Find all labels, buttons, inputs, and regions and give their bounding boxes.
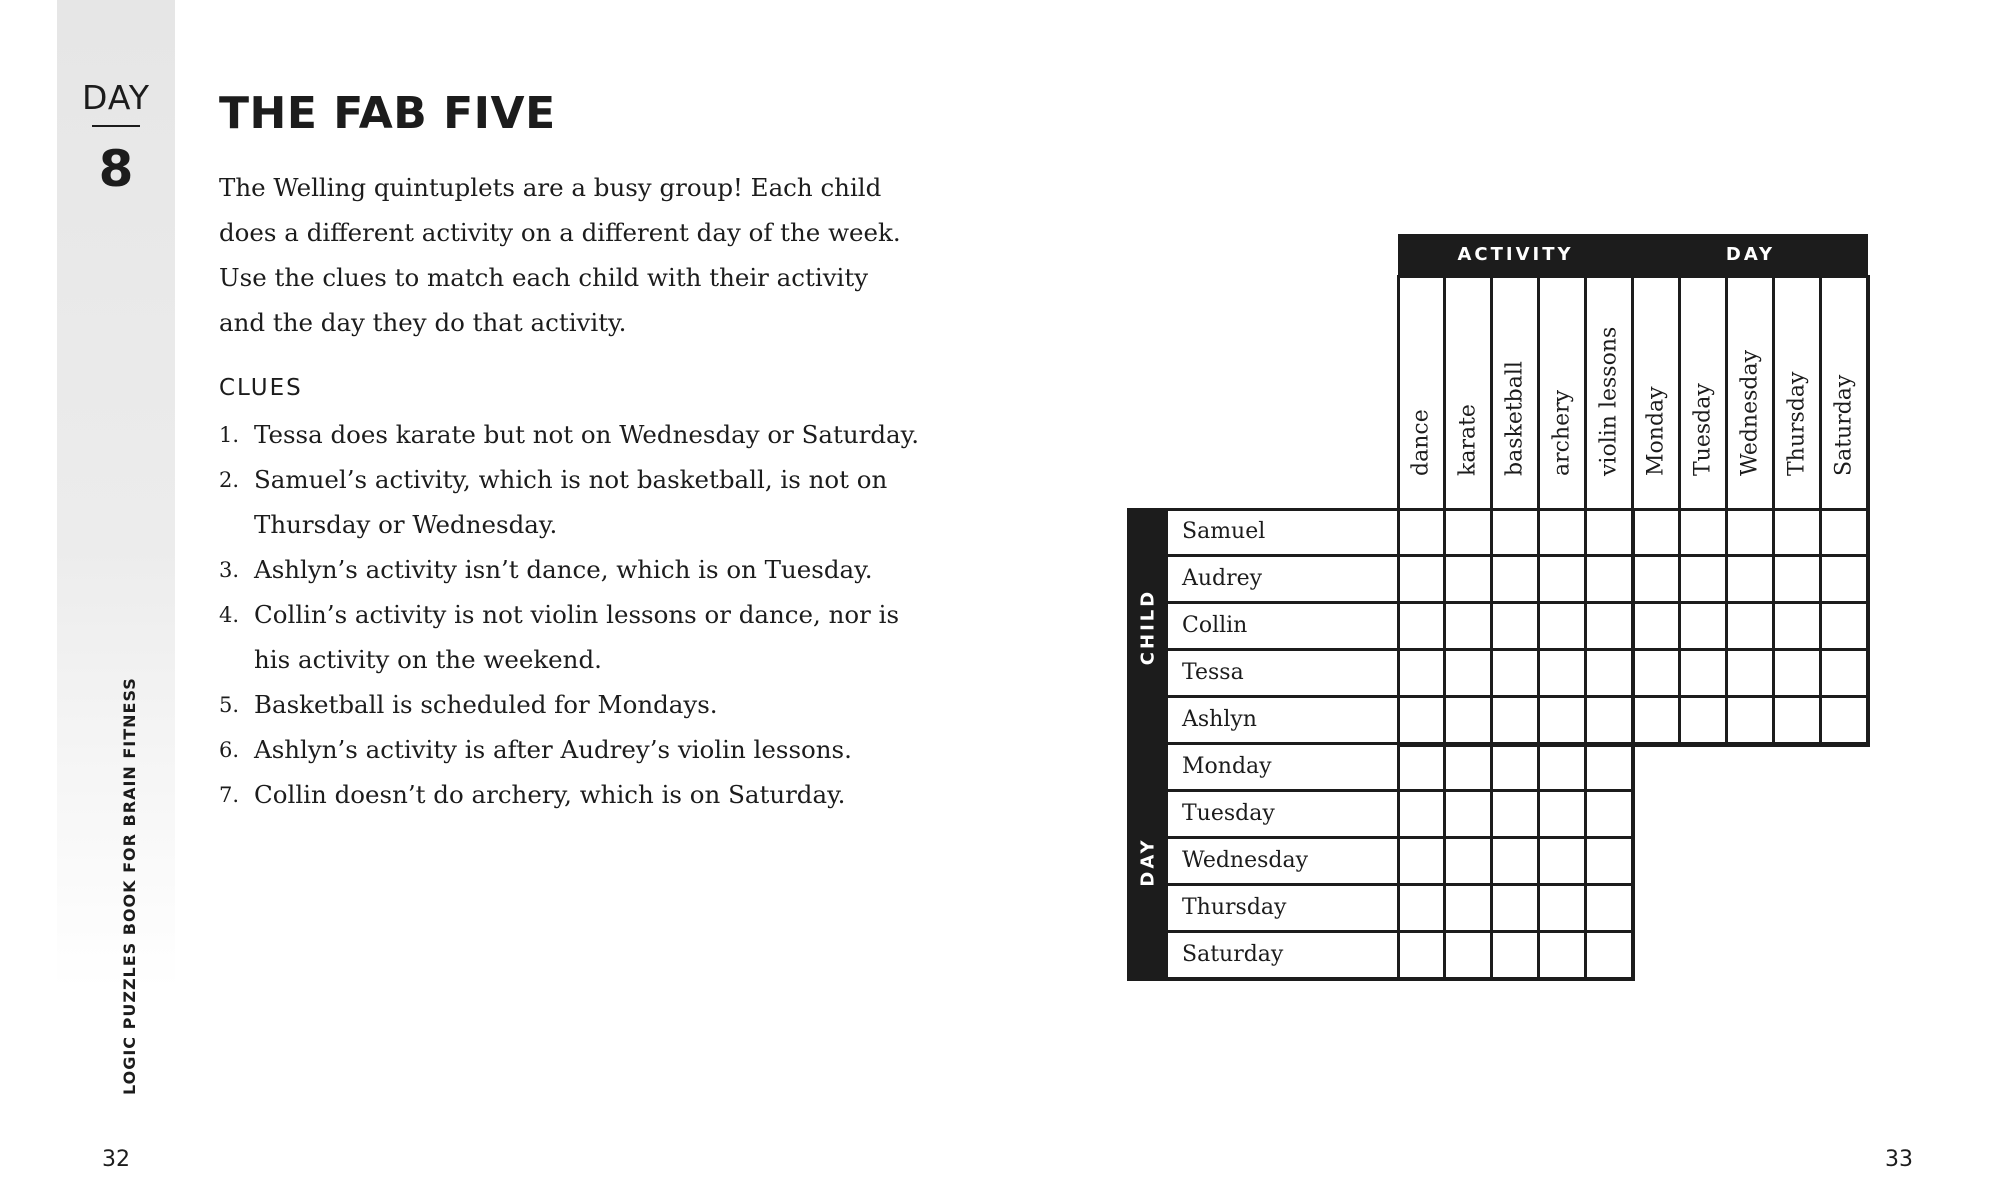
day-label: DAY xyxy=(81,78,150,117)
grid-cell[interactable] xyxy=(1397,508,1445,556)
row-label: Monday xyxy=(1168,743,1398,791)
category-header-activity: ACTIVITY xyxy=(1398,234,1633,275)
grid-cell[interactable] xyxy=(1773,696,1821,744)
grid-cell[interactable] xyxy=(1585,508,1633,556)
clue-item xyxy=(219,772,939,817)
grid-cell[interactable] xyxy=(1585,931,1633,979)
grid-cell[interactable] xyxy=(1491,884,1539,932)
column-label-text: violin lessons xyxy=(1596,326,1622,476)
clue-number: 6. xyxy=(219,738,240,762)
clues-heading: CLUES xyxy=(219,375,303,401)
column-label xyxy=(1679,275,1727,509)
column-label-text: basketball xyxy=(1502,361,1528,476)
clue-item xyxy=(219,682,939,727)
column-label xyxy=(1632,275,1680,509)
clue-number: 2. xyxy=(219,468,240,492)
grid-cell[interactable] xyxy=(1726,555,1774,603)
category-header-day-side xyxy=(1127,744,1168,979)
grid-cell[interactable] xyxy=(1397,931,1445,979)
grid-cell[interactable] xyxy=(1444,508,1492,556)
clue-text: Collin doesn’t do archery, which is on Saturday. xyxy=(254,780,846,809)
grid-cell[interactable] xyxy=(1491,508,1539,556)
grid-cell[interactable] xyxy=(1632,508,1680,556)
column-label xyxy=(1538,275,1586,509)
clue-item xyxy=(219,547,939,592)
day-divider xyxy=(92,125,140,127)
category-header-child-text: CHILD xyxy=(1137,588,1158,665)
column-label xyxy=(1726,275,1774,509)
book-title: LOGIC PUZZLES BOOK FOR BRAIN FITNESS xyxy=(120,677,139,1095)
grid-cell[interactable] xyxy=(1632,602,1680,650)
grid-cell[interactable] xyxy=(1726,696,1774,744)
clue-item xyxy=(219,592,939,682)
row-label: Saturday xyxy=(1168,931,1398,979)
page-number-left: 32 xyxy=(102,1147,130,1172)
grid-cell[interactable] xyxy=(1397,884,1445,932)
row-label: Wednesday xyxy=(1168,837,1398,885)
grid-cell[interactable] xyxy=(1444,602,1492,650)
grid-cell[interactable] xyxy=(1444,931,1492,979)
grid-cell[interactable] xyxy=(1538,555,1586,603)
grid-cell[interactable] xyxy=(1820,649,1868,697)
column-label-text: karate xyxy=(1455,404,1481,476)
grid-cell[interactable] xyxy=(1538,696,1586,744)
grid-cell[interactable] xyxy=(1679,508,1727,556)
grid-cell[interactable] xyxy=(1444,743,1492,791)
category-header-child xyxy=(1127,509,1168,744)
grid-cell[interactable] xyxy=(1773,555,1821,603)
grid-cell[interactable] xyxy=(1444,884,1492,932)
clue-number: 3. xyxy=(219,558,240,582)
grid-cell[interactable] xyxy=(1773,602,1821,650)
grid-cell[interactable] xyxy=(1585,602,1633,650)
grid-cell[interactable] xyxy=(1679,602,1727,650)
grid-cell[interactable] xyxy=(1491,696,1539,744)
grid-cell[interactable] xyxy=(1773,508,1821,556)
grid-cell[interactable] xyxy=(1585,790,1633,838)
column-label xyxy=(1397,275,1445,509)
clues-list xyxy=(219,412,939,817)
column-label xyxy=(1820,275,1868,509)
category-header-day: DAY xyxy=(1633,234,1868,275)
grid-cell[interactable] xyxy=(1538,931,1586,979)
grid-cell[interactable] xyxy=(1726,602,1774,650)
clue-text: Ashlyn’s activity isn’t dance, which is on Tuesday. xyxy=(254,555,873,584)
grid-cell[interactable] xyxy=(1585,837,1633,885)
grid-cell[interactable] xyxy=(1632,555,1680,603)
row-label: Samuel xyxy=(1168,508,1398,556)
column-label-text: Monday xyxy=(1643,386,1669,476)
grid-cell[interactable] xyxy=(1397,837,1445,885)
grid-cell[interactable] xyxy=(1397,649,1445,697)
grid-cell[interactable] xyxy=(1820,555,1868,603)
grid-cell[interactable] xyxy=(1397,696,1445,744)
grid-cell[interactable] xyxy=(1491,931,1539,979)
grid-cell[interactable] xyxy=(1444,649,1492,697)
grid-cell[interactable] xyxy=(1538,884,1586,932)
puzzle-title: THE FAB FIVE xyxy=(219,88,556,139)
grid-cell[interactable] xyxy=(1491,837,1539,885)
page-number-right: 33 xyxy=(1885,1147,1913,1172)
clue-number: 1. xyxy=(219,423,240,447)
grid-cell[interactable] xyxy=(1585,649,1633,697)
grid-cell[interactable] xyxy=(1538,790,1586,838)
grid-cell[interactable] xyxy=(1444,696,1492,744)
column-label-text: Thursday xyxy=(1784,371,1810,476)
grid-cell[interactable] xyxy=(1820,696,1868,744)
clue-item xyxy=(219,727,939,772)
clue-text: Samuel’s activity, which is not basketball, is not on Thursday or Wednesday. xyxy=(254,465,888,539)
column-label-text: Saturday xyxy=(1831,374,1857,476)
grid-cell[interactable] xyxy=(1679,555,1727,603)
grid-cell[interactable] xyxy=(1773,649,1821,697)
grid-cell[interactable] xyxy=(1491,555,1539,603)
grid-cell[interactable] xyxy=(1538,602,1586,650)
column-label xyxy=(1585,275,1633,509)
grid-cell[interactable] xyxy=(1820,508,1868,556)
grid-cell[interactable] xyxy=(1632,696,1680,744)
grid-cell[interactable] xyxy=(1820,602,1868,650)
row-label: Thursday xyxy=(1168,884,1398,932)
day-number: 8 xyxy=(98,140,134,198)
column-label xyxy=(1491,275,1539,509)
clue-item xyxy=(219,412,939,457)
grid-cell[interactable] xyxy=(1444,837,1492,885)
column-label-text: dance xyxy=(1408,409,1434,476)
grid-cell[interactable] xyxy=(1491,743,1539,791)
row-label: Ashlyn xyxy=(1168,696,1398,744)
grid-cell[interactable] xyxy=(1585,696,1633,744)
grid-cell[interactable] xyxy=(1585,743,1633,791)
grid-cell[interactable] xyxy=(1491,790,1539,838)
puzzle-intro: The Welling quintuplets are a busy group! Each child does a different activity on a different day of the week. Use the clues to match each child with their activity and the day they do that activity. xyxy=(219,173,901,337)
grid-cell[interactable] xyxy=(1397,743,1445,791)
clue-text: Ashlyn’s activity is after Audrey’s violin lessons. xyxy=(254,735,852,764)
grid-cell[interactable] xyxy=(1726,649,1774,697)
clue-text: Basketball is scheduled for Mondays. xyxy=(254,690,718,719)
grid-cell[interactable] xyxy=(1491,602,1539,650)
grid-cell[interactable] xyxy=(1397,555,1445,603)
row-label: Tessa xyxy=(1168,649,1398,697)
grid-cell[interactable] xyxy=(1679,696,1727,744)
clue-number: 4. xyxy=(219,603,240,627)
grid-cell[interactable] xyxy=(1444,555,1492,603)
grid-cell[interactable] xyxy=(1632,649,1680,697)
row-label: Audrey xyxy=(1168,555,1398,603)
category-header-day-side-text: DAY xyxy=(1137,836,1158,887)
grid-cell[interactable] xyxy=(1397,602,1445,650)
grid-cell[interactable] xyxy=(1585,884,1633,932)
grid-cell[interactable] xyxy=(1491,649,1539,697)
grid-cell[interactable] xyxy=(1538,837,1586,885)
row-label: Collin xyxy=(1168,602,1398,650)
clue-number: 5. xyxy=(219,693,240,717)
grid-cell[interactable] xyxy=(1679,649,1727,697)
grid-cell[interactable] xyxy=(1585,555,1633,603)
grid-cell[interactable] xyxy=(1538,508,1586,556)
column-label-text: Wednesday xyxy=(1737,349,1763,476)
clue-text: Tessa does karate but not on Wednesday or Saturday. xyxy=(254,420,920,449)
column-label-text: archery xyxy=(1549,389,1575,476)
grid-cell[interactable] xyxy=(1726,508,1774,556)
clue-text: Collin’s activity is not violin lessons or dance, nor is his activity on the weekend. xyxy=(254,600,900,674)
clue-item xyxy=(219,457,939,547)
grid-cell[interactable] xyxy=(1538,649,1586,697)
column-label xyxy=(1444,275,1492,509)
grid-cell[interactable] xyxy=(1538,743,1586,791)
grid-cell[interactable] xyxy=(1444,790,1492,838)
row-label: Tuesday xyxy=(1168,790,1398,838)
clue-number: 7. xyxy=(219,783,240,807)
grid-cell[interactable] xyxy=(1397,790,1445,838)
column-label xyxy=(1773,275,1821,509)
column-label-text: Tuesday xyxy=(1690,383,1716,476)
